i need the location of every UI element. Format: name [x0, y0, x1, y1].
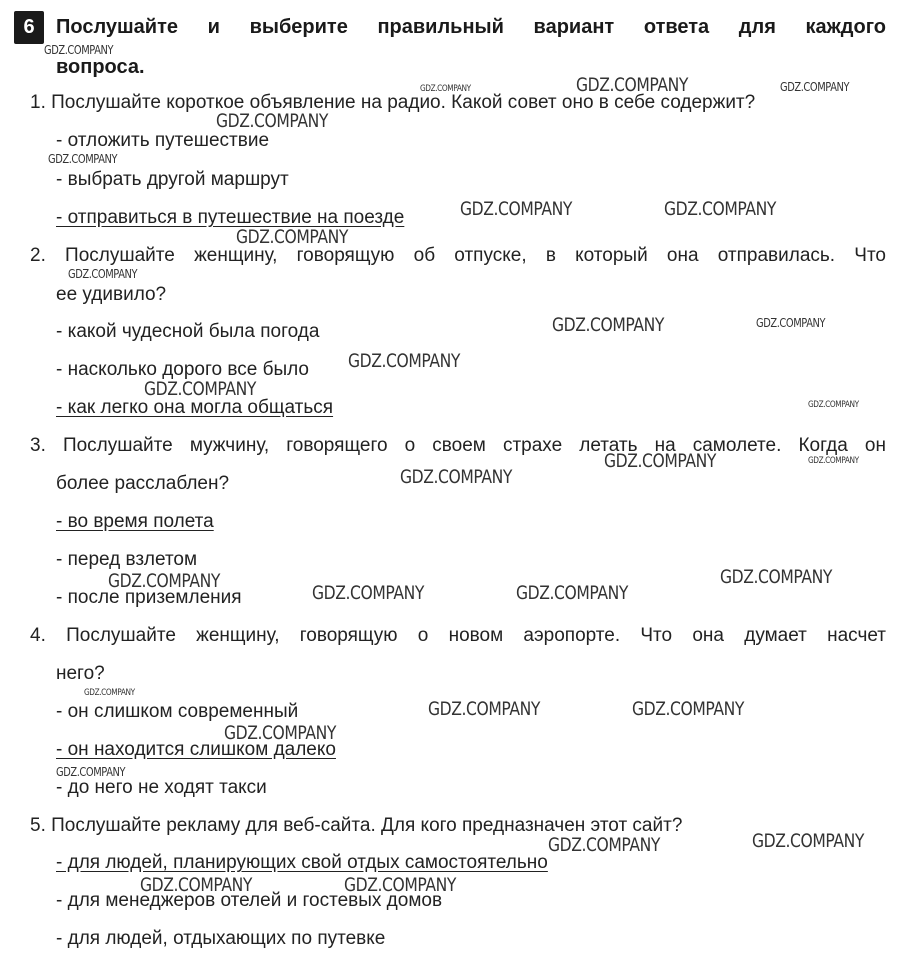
question-3-option-3: - после приземления — [56, 587, 242, 608]
watermark: GDZ.COMPANY — [144, 378, 257, 400]
question-5-option-1-correct: - для людей, планирующих свой отдых самостоятельно — [56, 852, 548, 873]
watermark: GDZ.COMPANY — [428, 698, 541, 720]
question-4-option-3: - до него не ходят такси — [56, 777, 267, 798]
watermark: GDZ.COMPANY — [216, 110, 329, 132]
question-4-continued: него? — [56, 663, 105, 684]
question-4: 4. Послушайте женщину, говорящую о новом аэропорте. Что она думает насчет — [30, 625, 886, 646]
watermark: GDZ.COMPANY — [576, 74, 689, 96]
watermark: GDZ.COMPANY — [420, 84, 471, 94]
question-5-option-3: - для людей, отдыхающих по путевке — [56, 928, 386, 949]
watermark: GDZ.COMPANY — [344, 874, 457, 896]
question-2-continued: ее удивило? — [56, 284, 167, 305]
watermark: GDZ.COMPANY — [604, 450, 717, 472]
watermark: GDZ.COMPANY — [56, 765, 126, 779]
watermark: GDZ.COMPANY — [312, 582, 425, 604]
watermark: GDZ.COMPANY — [236, 226, 349, 248]
question-1-option-3-correct: - отправиться в путешествие на поезде — [56, 207, 405, 228]
question-2: 2. Послушайте женщину, говорящую об отпуске, в который она отправилась. Что — [30, 245, 886, 266]
question-3-option-1-correct: - во время полета — [56, 511, 214, 532]
watermark: GDZ.COMPANY — [348, 350, 461, 372]
task-instruction-continued: вопроса. — [56, 56, 145, 78]
watermark: GDZ.COMPANY — [84, 688, 135, 698]
watermark: GDZ.COMPANY — [460, 198, 573, 220]
question-1: 1. Послушайте короткое объявление на радио. Какой совет оно в себе содержит? — [30, 92, 756, 113]
question-1-option-2: - выбрать другой маршрут — [56, 169, 289, 190]
watermark: GDZ.COMPANY — [68, 267, 138, 281]
watermark: GDZ.COMPANY — [752, 830, 865, 852]
task-number-badge: 6 — [14, 11, 44, 44]
question-4-option-2-correct: - он находится слишком далеко — [56, 739, 336, 760]
watermark: GDZ.COMPANY — [48, 152, 118, 166]
question-4-option-1: - он слишком современный — [56, 701, 299, 722]
watermark: GDZ.COMPANY — [664, 198, 777, 220]
question-1-option-1: - отложить путешествие — [56, 130, 270, 151]
question-2-option-3-correct: - как легко она могла общаться — [56, 397, 334, 418]
question-3-continued: более расслаблен? — [56, 473, 230, 494]
question-5-option-2: - для менеджеров отелей и гостевых домов — [56, 890, 443, 911]
task-instruction: Послушайте и выберите правильный вариант ответа для каждого — [56, 16, 886, 38]
watermark: GDZ.COMPANY — [808, 456, 859, 466]
watermark: GDZ.COMPANY — [548, 834, 661, 856]
watermark: GDZ.COMPANY — [44, 43, 114, 57]
watermark: GDZ.COMPANY — [552, 314, 665, 336]
question-2-option-2: - насколько дорого все было — [56, 359, 309, 380]
watermark: GDZ.COMPANY — [720, 566, 833, 588]
watermark: GDZ.COMPANY — [808, 400, 859, 410]
watermark: GDZ.COMPANY — [756, 316, 826, 330]
watermark: GDZ.COMPANY — [224, 722, 337, 744]
watermark: GDZ.COMPANY — [140, 874, 253, 896]
watermark: GDZ.COMPANY — [632, 698, 745, 720]
question-3: 3. Послушайте мужчину, говорящего о своем страхе летать на самолете. Когда он — [30, 435, 886, 456]
watermark: GDZ.COMPANY — [108, 570, 221, 592]
watermark: GDZ.COMPANY — [516, 582, 629, 604]
question-3-option-2: - перед взлетом — [56, 549, 198, 570]
question-5: 5. Послушайте рекламу для веб-сайта. Для кого предназначен этот сайт? — [30, 815, 683, 836]
question-2-option-1: - какой чудесной была погода — [56, 321, 320, 342]
watermark: GDZ.COMPANY — [780, 80, 850, 94]
watermark: GDZ.COMPANY — [400, 466, 513, 488]
